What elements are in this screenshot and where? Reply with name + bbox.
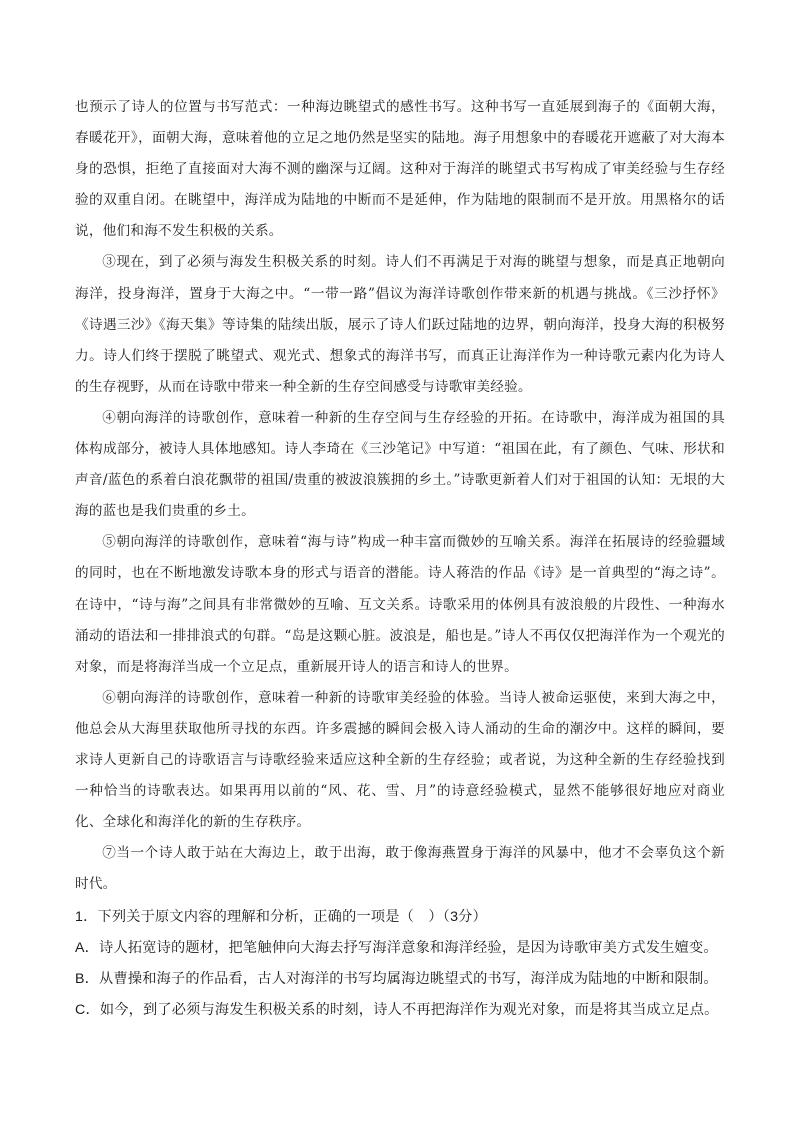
option-a: A．诗人拓宽诗的题材，把笔触伸向大海去抒写海洋意象和海洋经验，是因为诗歌审美方式发生嬗变。	[75, 940, 718, 957]
paragraph-5: ⑤朝向海洋的诗歌创作，意味着“海与诗”构成一种丰富而微妙的互喻关系。海洋在拓展诗的经验疆域的同时，也在不断地激发诗歌本身的形式与语音的潜能。诗人蒋浩的作品《诗》是一首典型的“海之诗”。在诗中，“诗与海”之间具有非常微妙的互喻、互文关系。诗歌采用的体例具有波浪般的片段性、一种海水涌动的语法和一排排浪式的句群。“岛是这颗心脏。波浪是，船也是。”诗人不再仅仅把海洋作为一个观光的对象，而是将海洋当成一个立足点，重新展开诗人的语言和诗人的世界。	[75, 534, 725, 675]
question-stem: 1．下列关于原文内容的理解和分析，正确的一项是（ ）（3分）	[75, 909, 487, 926]
document-page	[75, 92, 725, 1026]
option-c: C．如今，到了必须与海发生积极关系的时刻，诗人不再把海洋作为观光对象，而是将其当成立足点。	[75, 1002, 719, 1019]
paragraph-4: ④朝向海洋的诗歌创作，意味着一种新的生存空间与生存经验的开拓。在诗歌中，海洋成为祖国的具体构成部分，被诗人具体地感知。诗人李琦在《三沙笔记》中写道：“祖国在此，有了颜色、气味、形状和声音/蓝色的系着白浪花飘带的祖国/贵重的被波浪簇拥的乡土。”诗歌更新着人们对于祖国的认知：无垠的大海的蓝也是我们贵重的乡土。	[75, 409, 725, 520]
paragraph-continued: 也预示了诗人的位置与书写范式：一种海边眺望式的感性书写。这种书写一直延展到海子的《面朝大海，春暖花开》，面朝大海，意味着他的立足之地仍然是坚实的陆地。海子用想象中的春暖花开遮蔽了对大海本身的恐惧，拒绝了直接面对大海不测的幽深与辽阔。这种对于海洋的眺望式书写构成了审美经验与生存经验的双重自闭。在眺望中，海洋成为陆地的中断而不是延伸，作为陆地的限制而不是开放。用黑格尔的话说，他们和海不发生积极的关系。	[75, 99, 725, 240]
question-1	[75, 902, 725, 1026]
paragraph-6: ⑥朝向海洋的诗歌创作，意味着一种新的诗歌审美经验的体验。当诗人被命运驱使，来到大海之中，他总会从大海里获取他所寻找的东西。许多震撼的瞬间会极入诗人涌动的生命的潮汐中。这样的瞬间，要求诗人更新自己的诗歌语言与诗歌经验来适应这种全新的生存经验；或者说，为这种全新的生存经验找到一种恰当的诗歌表达。如果再用以前的“风、花、雪、月”的诗意经验模式，显然不能够很好地应对商业化、全球化和海洋化的新的生存秩序。	[75, 689, 725, 831]
option-b: B．从曹操和海子的作品看，古人对海洋的书写均属海边眺望式的书写，海洋成为陆地的中断和限制。	[75, 971, 718, 988]
paragraph-7: ⑦当一个诗人敢于站在大海边上，敢于出海，敢于像海燕置身于海洋的风暴中，他才不会辜负这个新时代。	[75, 845, 725, 893]
passage	[75, 92, 725, 900]
paragraph-3: ③现在，到了必须与海发生积极关系的时刻。诗人们不再满足于对海的眺望与想象，而是真正地朝向海洋，投身海洋，置身于大海之中。“一带一路”倡议为海洋诗歌创作带来新的机遇与挑战。《三沙抒怀》《诗遇三沙》《海天集》等诗集的陆续出版，展示了诗人们跃过陆地的边界，朝向海洋，投身大海的积极努力。诗人们终于摆脱了眺望式、观光式、想象式的海洋书写，而真正让海洋作为一种诗歌元素内化为诗人的生存视野，从而在诗歌中带来一种全新的生存空间感受与诗歌审美经验。	[75, 254, 725, 395]
